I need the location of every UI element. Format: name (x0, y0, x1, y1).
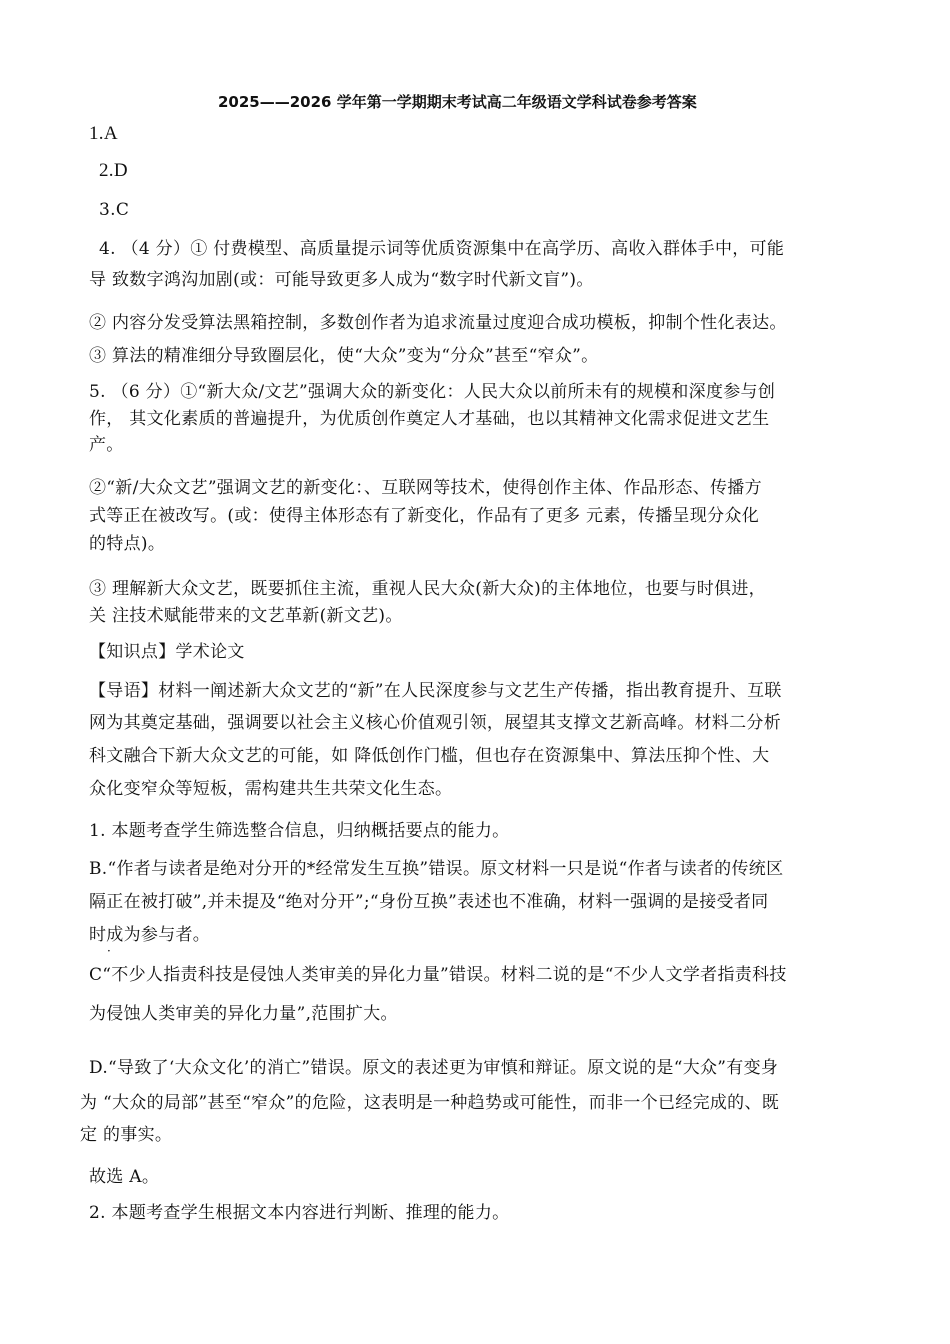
knowledge-point: 【知识点】学术论文 (89, 642, 245, 662)
q5-line: 产。 (89, 435, 124, 455)
explain-d-line: D.“导致了‘大众文化’的消亡”错误。原文的表述更为审慎和辩证。原文说的是“大众”有变身 (89, 1058, 779, 1078)
explain-d-line: 为 “大众的局部”甚至“窄众”的危险，这表明是一种趋势或可能性，而非一个已经完成的、既 (80, 1093, 780, 1113)
explain-c-line: 为侵蚀人类审美的异化力量”,范围扩大。 (89, 1004, 398, 1024)
choose-answer: 故选 A。 (89, 1167, 160, 1187)
guide-line: 众化变窄众等短板，需构建共生共荣文化生态。 (89, 779, 453, 799)
q4-line: 导 致数字鸿沟加剧(或：可能导致更多人成为“数字时代新文盲”)。 (89, 270, 594, 290)
explain-b-line: B.“作者与读者是绝对分开的*经常发生互换”错误。原文材料一只是说“作者与读者的传统区 (89, 859, 784, 879)
q5-line: ②“新/大众文艺”强调文艺的新变化：、互联网等技术，使得创作主体、作品形态、传播方 (89, 478, 762, 498)
guide-line: 网为其奠定基础，强调要以社会主义核心价值观引领，展望其支撑文艺新高峰。材料二分析 (89, 713, 781, 733)
explain-b-line: 时成为参与者。 (89, 925, 211, 945)
q4-line: ② 内容分发受算法黑箱控制，多数创作者为追求流量过度迎合成功模板，抑制个性化表达。 (89, 313, 787, 333)
q5-line: ③ 理解新大众文艺，既要抓住主流，重视人民大众(新大众)的主体地位，也要与时俱进， (89, 579, 766, 599)
answer-3: 3.C (99, 200, 130, 220)
q5-line: 的特点)。 (89, 534, 166, 554)
doc-title: 2025——2026 学年第一学期期末考试高二年级语文学科试卷参考答案 (218, 93, 697, 111)
q5-line: 式等正在被改写。(或：使得主体形态有了新变化，作品有了更多 元素，传播呈现分众化 (89, 506, 760, 526)
q5-line: 关 注技术赋能带来的文艺革新(新文艺)。 (89, 606, 403, 626)
q4-line: ③ 算法的精准细分导致圈层化，使“大众”变为“分众”甚至“窄众”。 (89, 346, 599, 366)
answer-1: 1.A (89, 123, 118, 144)
explain-2: 2. 本题考查学生根据文本内容进行判断、推理的能力。 (89, 1203, 510, 1223)
explain-b-line: 隔正在被打破”,并未提及“绝对分开”;“身份互换”表述也不准确，材料一强调的是接受者同 (89, 892, 769, 912)
q5-line: 5. （6 分）①“新大众/文艺”强调大众的新变化：人民大众以前所未有的规模和深度参与创 (89, 382, 776, 402)
answer-2: 2.D (99, 160, 128, 181)
guide-line: 科文融合下新大众文艺的可能，如 降低创作门槛，但也存在资源集中、算法压抑个性、大 (89, 746, 770, 766)
explain-c-line: C“不少人指责科技是侵蚀人类审美的异化力量”错误。材料二说的是“不少人文学者指责科技 (89, 965, 787, 985)
q4-line: 4. （4 分）① 付费模型、高质量提示词等优质资源集中在高学历、高收入群体手中，可能 (99, 239, 785, 259)
emphasis-dot: · (107, 944, 111, 958)
q5-line: 作， 其文化素质的普遍提升，为优质创作奠定人才基础，也以其精神文化需求促进文艺生 (89, 409, 770, 429)
explain-1: 1. 本题考查学生筛选整合信息，归纳概括要点的能力。 (89, 821, 510, 841)
explain-d-line: 定 的事实。 (80, 1125, 173, 1145)
guide-line: 【导语】材料一阐述新大众文艺的“新”在人民深度参与文艺生产传播，指出教育提升、互联 (89, 681, 782, 701)
